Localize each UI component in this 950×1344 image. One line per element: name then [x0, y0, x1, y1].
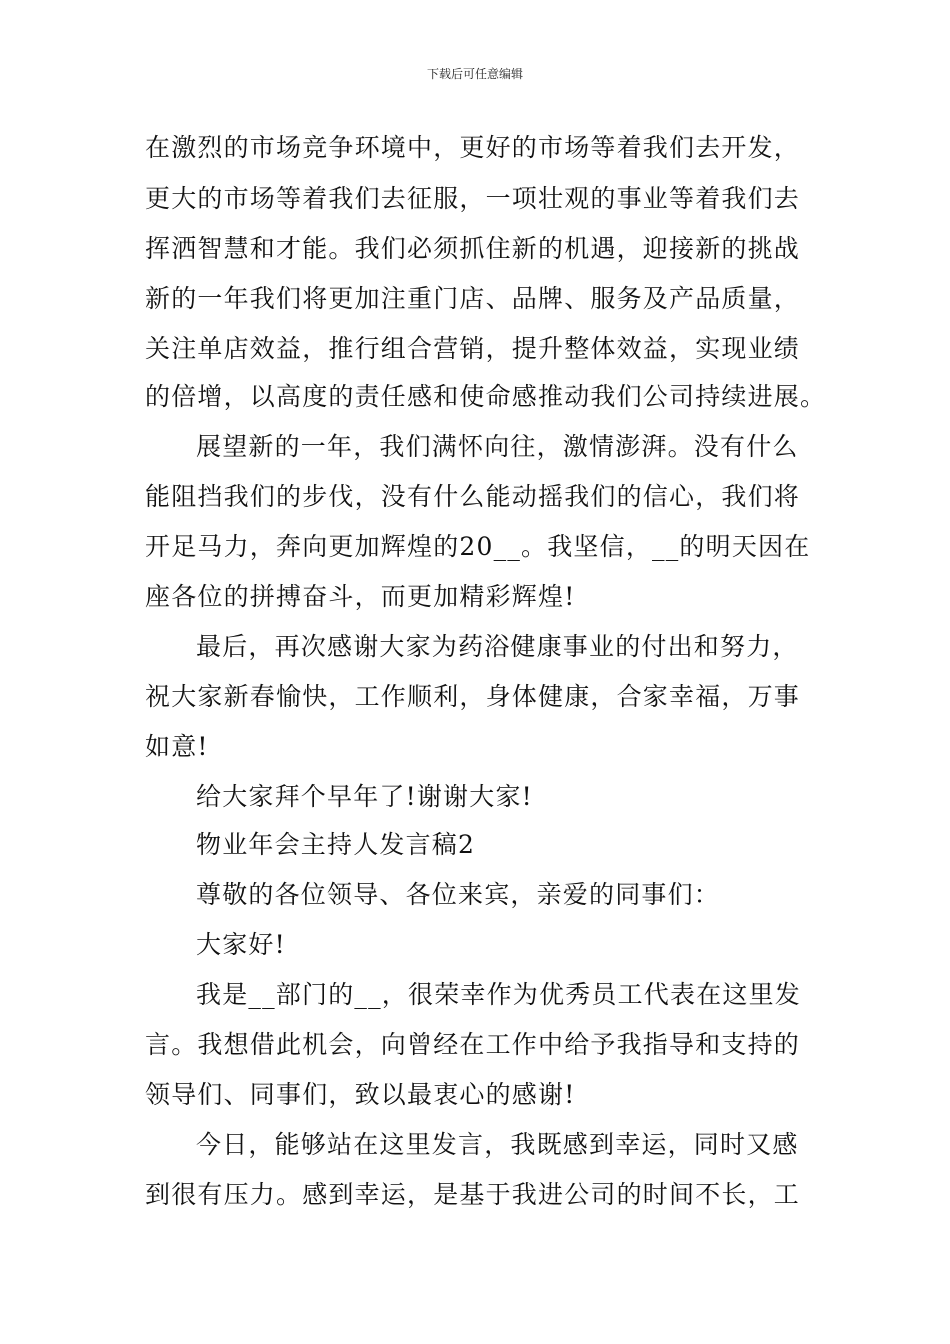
- text-line: 今日，能够站在这里发言，我既感到幸运，同时又感: [196, 1130, 799, 1159]
- page-header: 下载后可任意编辑: [426, 67, 523, 81]
- text-line: 大家好!: [196, 930, 286, 959]
- text-line: 给大家拜个早年了!谢谢大家!: [196, 782, 533, 811]
- text-line: 能阻挡我们的步伐，没有什么能动摇我们的信心，我们将: [145, 482, 801, 511]
- text-line: 新的一年我们将更加注重门店、品牌、服务及产品质量，: [145, 284, 801, 313]
- text-line: 展望新的一年，我们满怀向往，激情澎湃。没有什么: [196, 432, 799, 461]
- text-line: 开足马力，奔向更加辉煌的20__。我坚信，__的明天因在: [145, 532, 811, 561]
- text-line: 在激烈的市场竞争环境中，更好的市场等着我们去开发，: [145, 133, 801, 162]
- text-line: 关注单店效益，推行组合营销，提升整体效益，实现业绩: [145, 334, 801, 363]
- text-line: 言。我想借此机会，向曾经在工作中给予我指导和支持的: [145, 1030, 801, 1059]
- text-line: 挥洒智慧和才能。我们必须抓住新的机遇，迎接新的挑战: [145, 234, 801, 263]
- text-line: 到很有压力。感到幸运，是基于我进公司的时间不长，工: [145, 1180, 801, 1209]
- text-line: 尊敬的各位领导、各位来宾，亲爱的同事们：: [196, 880, 721, 909]
- text-line: 领导们、同事们，致以最衷心的感谢!: [145, 1080, 576, 1109]
- text-line: 座各位的拼搏奋斗，而更加精彩辉煌!: [145, 582, 576, 611]
- text-line: 物业年会主持人发言稿2: [196, 830, 476, 859]
- text-line: 的倍增，以高度的责任感和使命感推动我们公司持续进展。: [145, 382, 827, 411]
- text-line: 祝大家新春愉快，工作顺利，身体健康，合家幸福，万事: [145, 682, 801, 711]
- text-line: 最后，再次感谢大家为药浴健康事业的付出和努力，: [196, 632, 799, 661]
- text-line: 我是__部门的__，很荣幸作为优秀员工代表在这里发: [196, 980, 802, 1009]
- text-line: 更大的市场等着我们去征服，一项壮观的事业等着我们去: [145, 184, 801, 213]
- text-line: 如意!: [145, 732, 209, 761]
